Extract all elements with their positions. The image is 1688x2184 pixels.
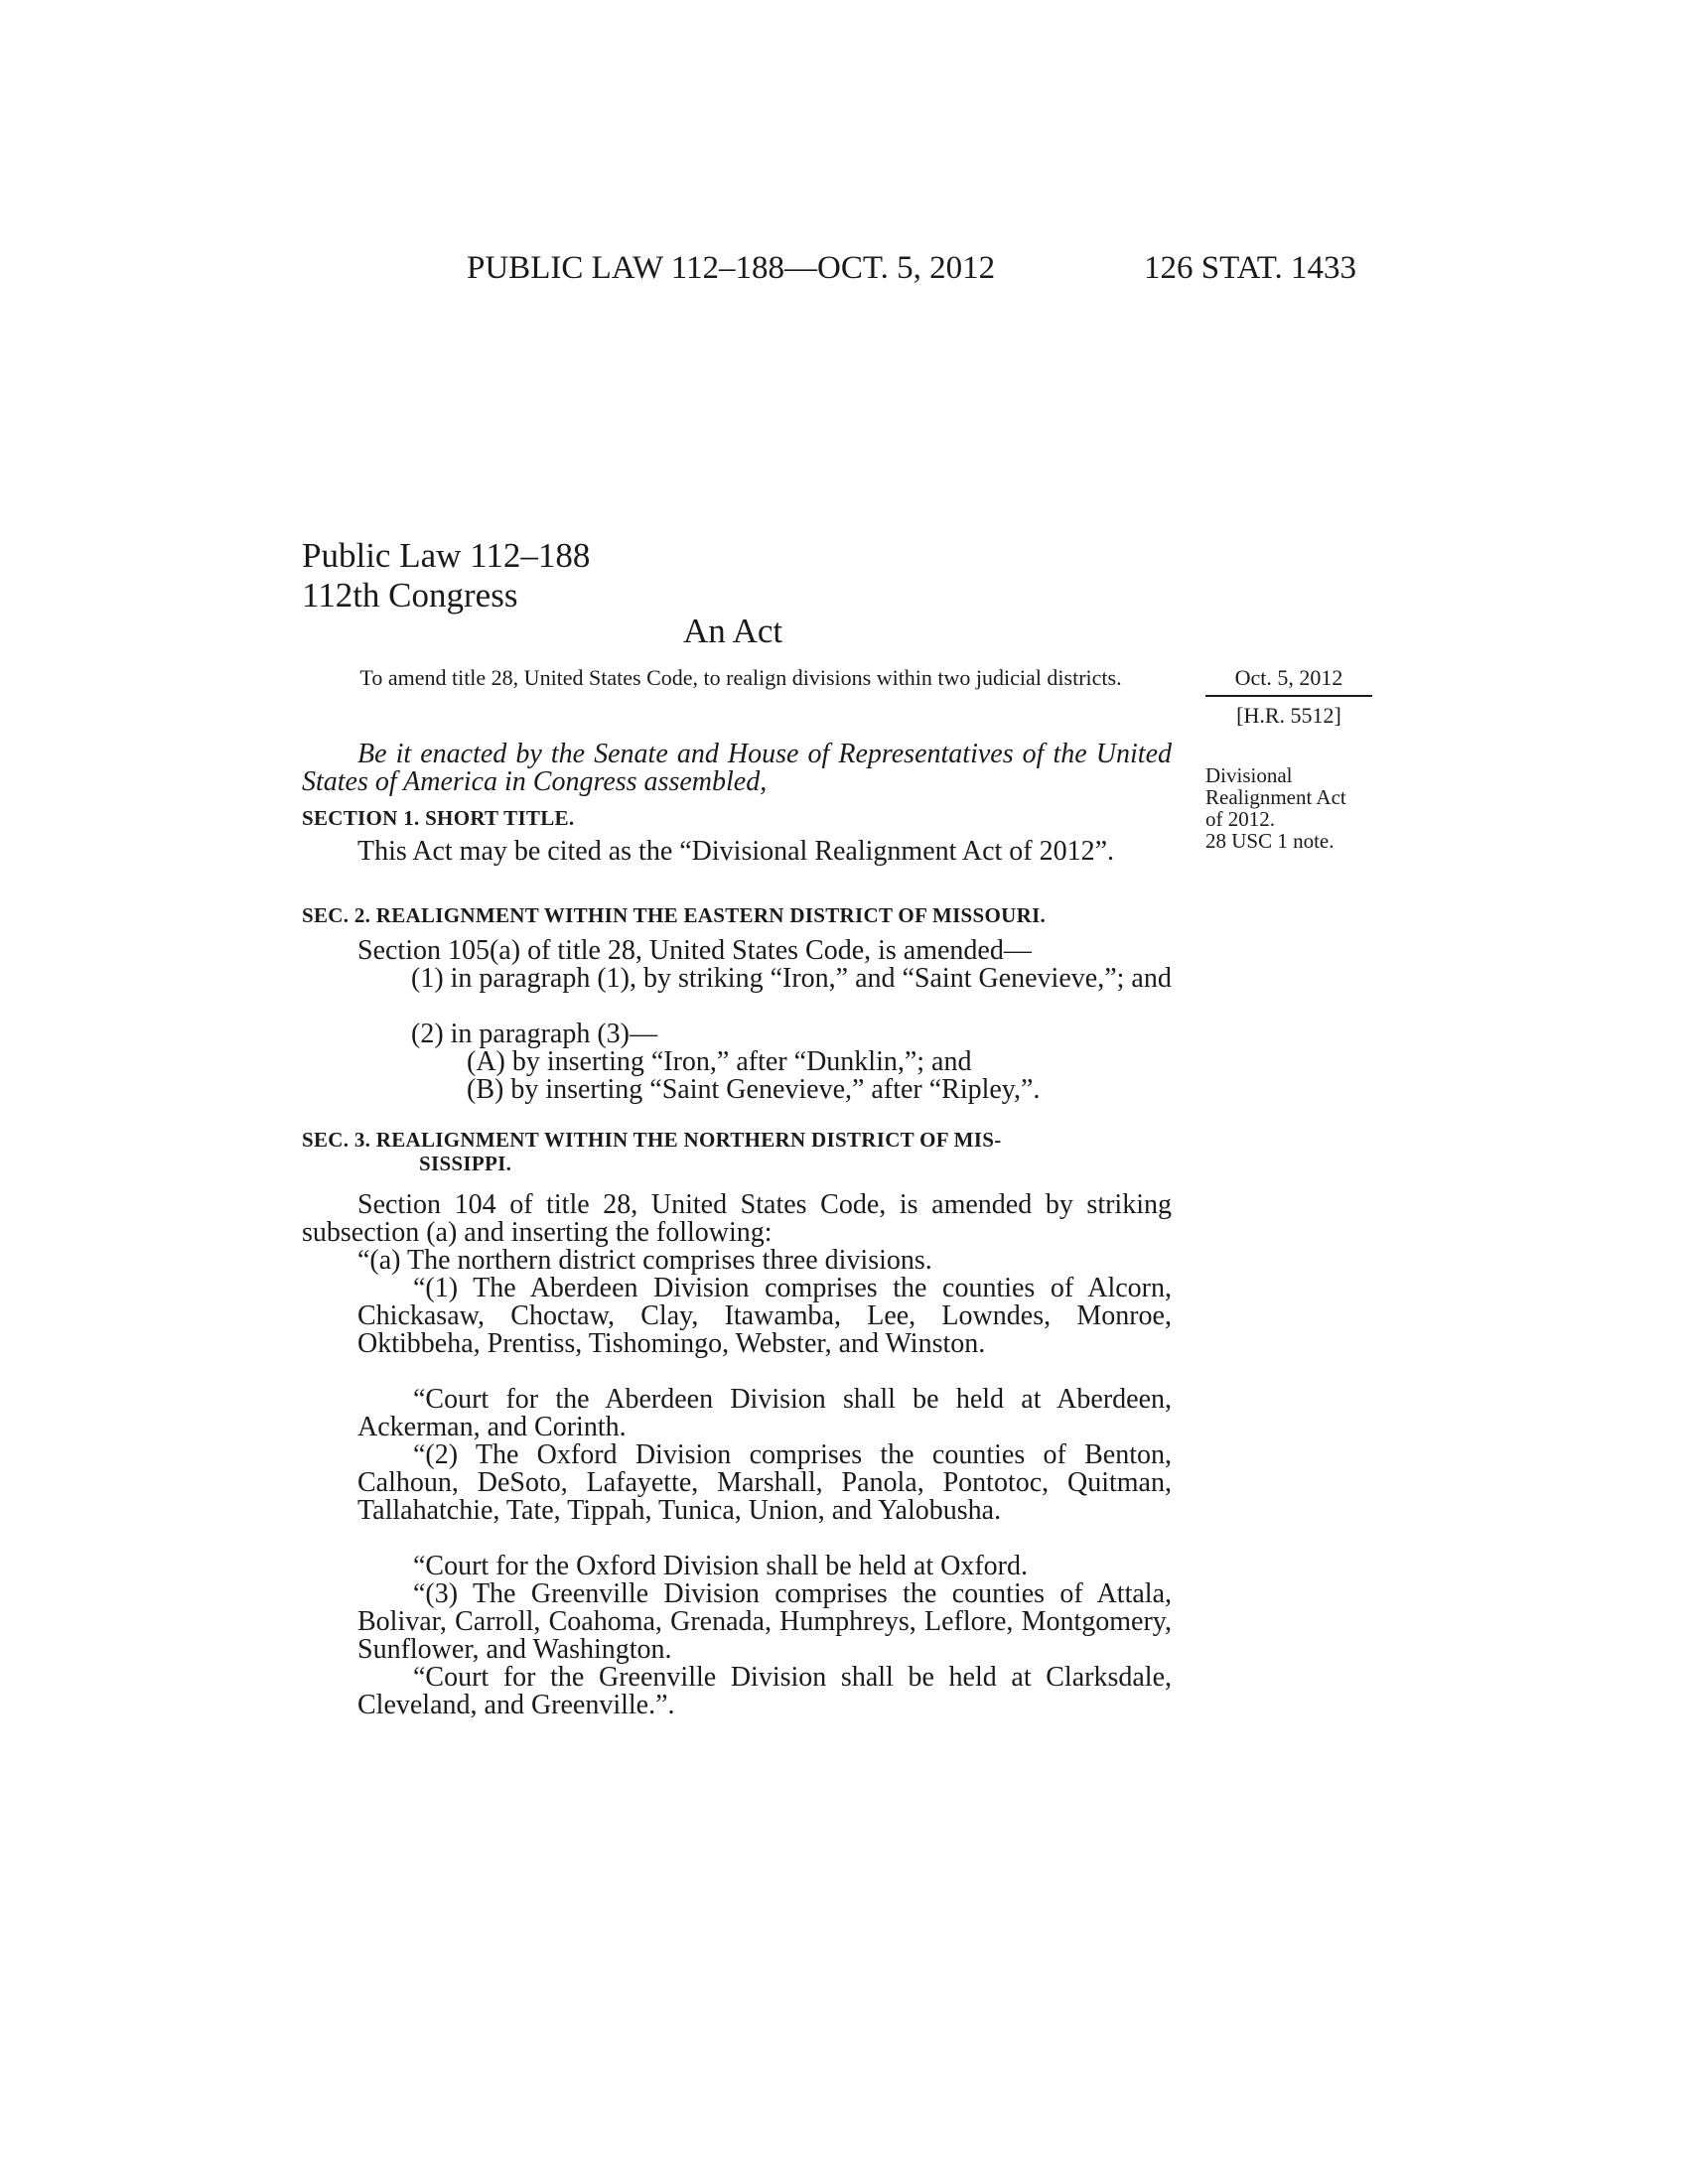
margin-note-line: of 2012. xyxy=(1205,807,1275,831)
running-head-title: PUBLIC LAW 112–188—OCT. 5, 2012 xyxy=(467,250,996,286)
section-3-oxford-court: “Court for the Oxford Division shall be held at Oxford. xyxy=(413,1551,1028,1581)
margin-note-short-title xyxy=(1205,764,1404,852)
section-2-subparagraph-a: (A) by inserting “Iron,” after “Dunklin,”; and xyxy=(467,1046,972,1077)
margin-note-usc: 28 USC 1 note. xyxy=(1205,829,1335,853)
section-2-paragraph-1: (1) in paragraph (1), by striking “Iron,” and “Saint Genevieve,”; and xyxy=(411,963,1172,994)
section-1-heading: SECTION 1. SHORT TITLE. xyxy=(302,806,575,830)
section-3-greenville-division: “(3) The Greenville Division comprises the counties of Attala, Bolivar, Carroll, Coahoma, Grenada, Humphreys, Leflore, Montgomery, Sunflower, and Washington. xyxy=(357,1578,1172,1665)
section-2-subparagraph-b: (B) by inserting “Saint Genevieve,” after “Ripley,”. xyxy=(467,1074,1041,1105)
section-3-aberdeen-division: “(1) The Aberdeen Division comprises the counties of Alcorn, Chickasaw, Choctaw, Clay, Itawamba, Lee, Lowndes, Monroe, Oktibbeha, Prentiss, Tishomingo, Webster, and Winston. xyxy=(357,1273,1172,1359)
margin-bill-number: [H.R. 5512] xyxy=(1236,703,1341,728)
section-2-paragraph-2: (2) in paragraph (3)— xyxy=(411,1019,658,1049)
section-3-heading-line-2: SISSIPPI. xyxy=(419,1152,512,1175)
section-1-text: This Act may be cited as the “Divisional Realignment Act of 2012”. xyxy=(357,836,1115,867)
act-heading: An Act xyxy=(683,612,783,650)
law-number: Public Law 112–188 xyxy=(302,536,591,575)
section-3-intro: Section 104 of title 28, United States Code, is amended by striking subsection (a) and inserting the following: xyxy=(302,1189,1172,1248)
running-head-page-number: 126 STAT. 1433 xyxy=(1144,250,1357,286)
margin-rule xyxy=(1205,695,1372,697)
section-3-greenville-court: “Court for the Greenville Division shall be held at Clarksdale, Cleveland, and Greenville.”. xyxy=(357,1662,1172,1720)
margin-note-line: Realignment Act xyxy=(1205,785,1346,809)
margin-note-line: Divisional xyxy=(1205,763,1293,787)
congress-number: 112th Congress xyxy=(302,576,518,614)
section-2-heading: SEC. 2. REALIGNMENT WITHIN THE EASTERN DISTRICT OF MISSOURI. xyxy=(302,903,1047,927)
section-3-oxford-division: “(2) The Oxford Division comprises the counties of Benton, Calhoun, DeSoto, Lafayette, Marshall, Panola, Pontotoc, Quitman, Tallahatchie, Tate, Tippah, Tunica, Union, and Yalobusha. xyxy=(357,1439,1172,1526)
section-3-heading xyxy=(302,1128,1176,1175)
section-3-aberdeen-court: “Court for the Aberdeen Division shall be held at Aberdeen, Ackerman, and Corinth. xyxy=(357,1384,1172,1442)
section-2-intro: Section 105(a) of title 28, United States Code, is amended— xyxy=(357,935,1032,966)
section-3-heading-line-1: SEC. 3. REALIGNMENT WITHIN THE NORTHERN DISTRICT OF MIS- xyxy=(302,1128,1002,1152)
section-3-subsection-a: “(a) The northern district comprises three divisions. xyxy=(357,1245,932,1276)
margin-date: Oct. 5, 2012 xyxy=(1234,665,1343,690)
act-purpose: To amend title 28, United States Code, to realign divisions within two judicial districts. xyxy=(359,665,1122,690)
enacting-clause: Be it enacted by the Senate and House of Representatives of the United States of America in Congress assembled, xyxy=(302,739,1172,797)
